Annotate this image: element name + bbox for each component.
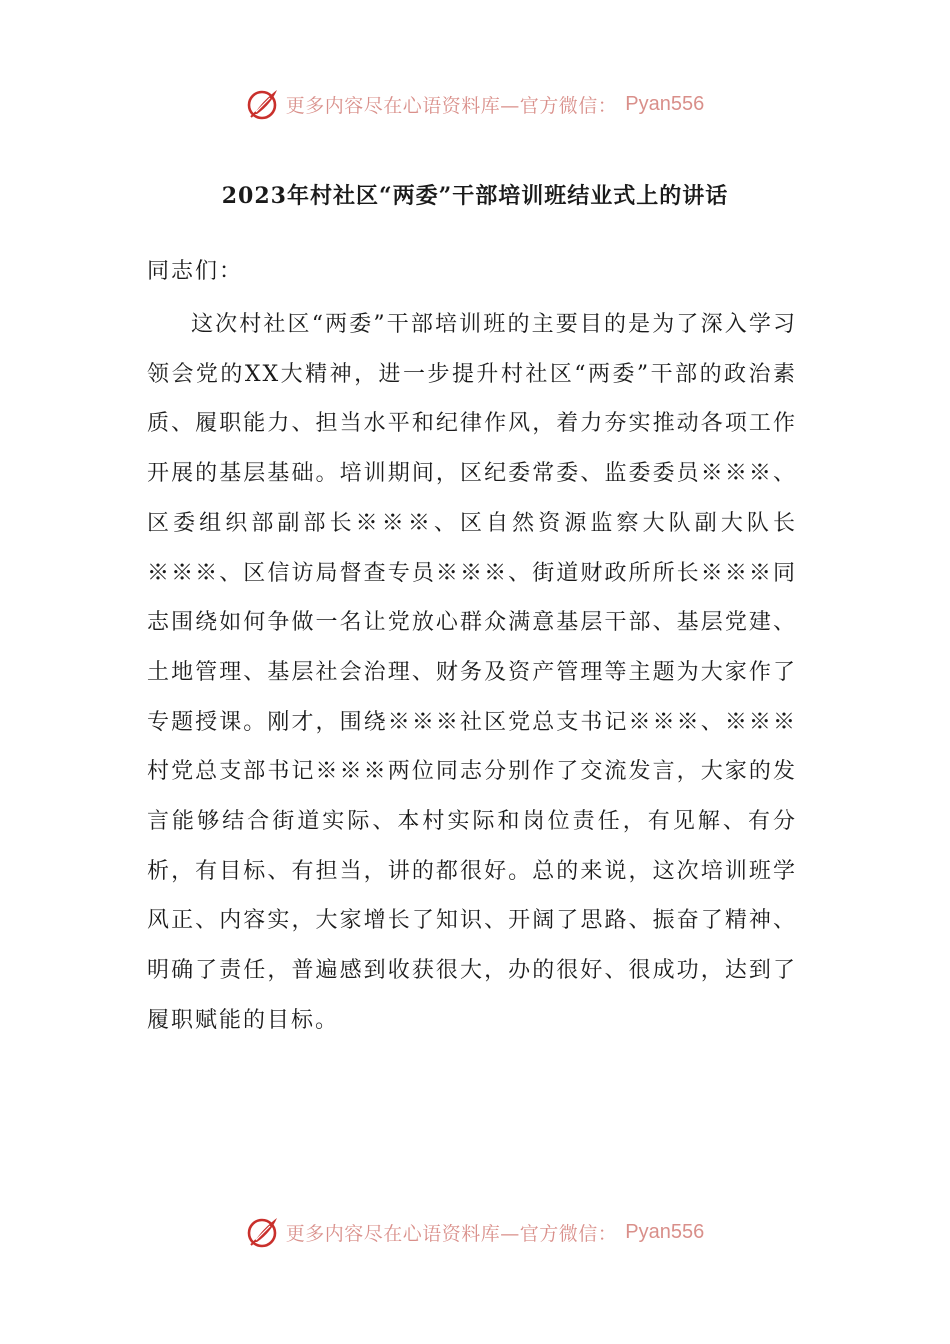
quill-pen-logo-icon xyxy=(246,87,280,121)
footer-banner xyxy=(0,1212,950,1252)
header-banner xyxy=(0,84,950,124)
footer-banner-text: 更多内容尽在心语资料库—官方微信： xyxy=(285,1222,618,1245)
body-paragraph: 这次村社区“两委”干部培训班的主要目的是为了深入学习领会党的XX大精神，进一步提升村社区“两委”干部的政治素质、履职能力、担当水平和纪律作风，着力夯实推动各项工作开展的基层基础。培训期间，区纪委常委、监委委员※※※、区委组织部副部长※※※、区自然资源监察大队副大队长※※※、区信访局督查专员※※※、街道财政所所长※※※同志围绕如何争做一名让党放心群众满意基层干部、基层党建、土地管理、基层社会治理、财务及资产管理等主题为大家作了专题授课。刚才，围绕※※※社区党总支书记※※※、※※※村党总支部书记※※※两位同志分别作了交流发言，大家的发言能够结合街道实际、本村实际和岗位责任，有见解、有分析，有目标、有担当，讲的都很好。总的来说，这次培训班学风正、内容实，大家增长了知识、开阔了思路、振奋了精神、明确了责任，普遍感到收获很大，办的很好、很成功，达到了履职赋能的目标。 xyxy=(147,312,797,1033)
header-banner-text: 更多内容尽在心语资料库—官方微信： xyxy=(285,94,618,117)
document-title: 2023年村社区“两委”干部培训班结业式上的讲话 xyxy=(221,183,729,209)
header-banner-content xyxy=(246,87,704,121)
salutation: 同志们： xyxy=(147,259,244,284)
footer-banner-content xyxy=(246,1215,704,1249)
footer-banner-wechat-id: Pyan556 xyxy=(625,1220,705,1243)
quill-pen-logo-icon xyxy=(246,1215,280,1249)
header-banner-wechat-id: Pyan556 xyxy=(625,92,705,115)
